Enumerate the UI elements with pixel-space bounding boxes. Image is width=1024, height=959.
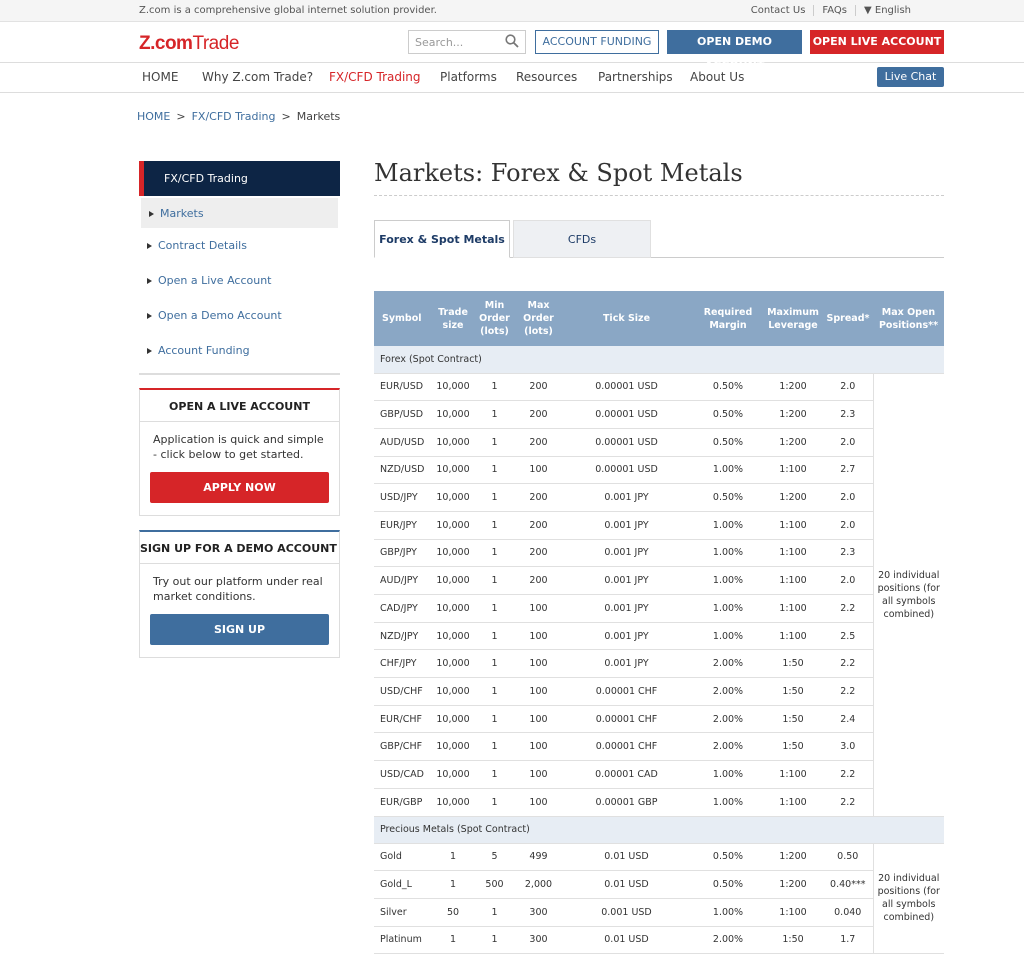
table-cell: 2.0 (823, 484, 873, 512)
table-cell: 0.50% (693, 484, 763, 512)
table-cell: 0.001 USD (560, 898, 693, 926)
table-cell: EUR/JPY (374, 511, 434, 539)
table-cell: 10,000 (434, 567, 472, 595)
table-cell: 1 (472, 733, 517, 761)
triangle-right-icon (147, 348, 152, 354)
table-cell: 1:100 (763, 788, 823, 816)
table-group-row (374, 816, 944, 843)
table-cell: 2.0 (823, 567, 873, 595)
account-funding-button[interactable]: ACCOUNT FUNDING (535, 30, 659, 54)
market-tabs (374, 220, 944, 258)
nav-resources[interactable]: Resources (516, 70, 578, 84)
table-cell: 1:200 (763, 843, 823, 871)
live-box-text: Application is quick and simple - click below to get started. (153, 433, 324, 461)
breadcrumb-home[interactable]: HOME (137, 110, 171, 123)
table-cell: 1 (472, 926, 517, 954)
table-row (374, 761, 944, 789)
column-header: Max Order (lots) (517, 291, 560, 346)
table-row (374, 788, 944, 816)
table-cell: 0.40*** (823, 871, 873, 899)
table-cell: 1:200 (763, 373, 823, 401)
table-cell: 100 (517, 788, 560, 816)
table-cell: 1.7 (823, 926, 873, 954)
table-cell: 1.00% (693, 567, 763, 595)
table-cell: 10,000 (434, 788, 472, 816)
max-open-positions-cell: 20 individual positions (for all symbols combined) (873, 373, 944, 816)
table-cell: 1 (472, 401, 517, 429)
table-row (374, 650, 944, 678)
sidebar-divider (139, 373, 340, 375)
table-cell: 1:100 (763, 567, 823, 595)
table-cell: 1 (434, 871, 472, 899)
table-cell: 0.50% (693, 373, 763, 401)
table-cell: 1 (472, 898, 517, 926)
table-cell: Gold_L (374, 871, 434, 899)
column-header: Tick Size (560, 291, 693, 346)
table-cell: 5 (472, 843, 517, 871)
table-cell: 10,000 (434, 539, 472, 567)
table-cell: 2.2 (823, 595, 873, 623)
table-cell: 1 (472, 484, 517, 512)
sidebar-item-label: Markets (160, 207, 204, 220)
table-cell: 1:100 (763, 761, 823, 789)
table-cell: 1 (472, 678, 517, 706)
main-content (374, 159, 944, 246)
sign-up-button[interactable]: SIGN UP (150, 614, 329, 645)
table-header-row (374, 291, 944, 346)
table-cell: 0.00001 CHF (560, 705, 693, 733)
table-cell: 0.01 USD (560, 871, 693, 899)
table-cell: 1 (472, 650, 517, 678)
table-cell: Gold (374, 843, 434, 871)
table-cell: 1.00% (693, 788, 763, 816)
breadcrumb-current: Markets (296, 110, 341, 123)
sidebar-item-label: Account Funding (158, 344, 250, 357)
table-cell: 1 (472, 622, 517, 650)
table-row (374, 373, 944, 401)
apply-now-button[interactable]: APPLY NOW (150, 472, 329, 503)
table-cell: 1:50 (763, 705, 823, 733)
table-cell: 200 (517, 511, 560, 539)
table-cell: 10,000 (434, 511, 472, 539)
demo-account-box (139, 530, 340, 658)
breadcrumb-fx-cfd[interactable]: FX/CFD Trading (191, 110, 276, 123)
column-header: Max Open Positions** (873, 291, 944, 346)
tagline: Z.com is a comprehensive global internet solution provider. (139, 5, 437, 16)
table-cell: 0.001 JPY (560, 511, 693, 539)
table-cell: 0.01 USD (560, 843, 693, 871)
table-cell: USD/CAD (374, 761, 434, 789)
open-live-account-box (139, 388, 340, 516)
table-cell: 1 (472, 705, 517, 733)
site-header (0, 22, 1024, 63)
breadcrumb-separator: > (281, 110, 291, 123)
table-cell: 0.040 (823, 898, 873, 926)
zcom-trade-logo[interactable] (139, 33, 239, 55)
sidebar-item-open-live-account[interactable] (139, 263, 340, 298)
table-cell: 1:100 (763, 898, 823, 926)
table-cell: 1 (472, 539, 517, 567)
table-row (374, 428, 944, 456)
logo-z: Z.com (139, 33, 193, 54)
table-cell: 10,000 (434, 622, 472, 650)
table-cell: 499 (517, 843, 560, 871)
table-cell: 1 (434, 926, 472, 954)
table-row (374, 401, 944, 429)
table-cell: 0.50% (693, 871, 763, 899)
table-cell: 1 (472, 761, 517, 789)
table-cell: 1:100 (763, 595, 823, 623)
table-cell: 300 (517, 898, 560, 926)
sidebar-item-label: Open a Live Account (158, 274, 272, 287)
table-cell: 0.00001 CAD (560, 761, 693, 789)
table-cell: 1.00% (693, 539, 763, 567)
table-cell: 0.01 USD (560, 926, 693, 954)
search-input[interactable] (408, 30, 526, 54)
live-chat-button[interactable]: Live Chat (877, 67, 944, 87)
table-cell: 1 (472, 567, 517, 595)
table-cell: 200 (517, 539, 560, 567)
table-cell: CHF/JPY (374, 650, 434, 678)
table-row (374, 733, 944, 761)
table-cell: 100 (517, 705, 560, 733)
top-info-bar (0, 0, 1024, 22)
live-box-title: OPEN A LIVE ACCOUNT (140, 390, 339, 422)
table-cell: 1 (472, 456, 517, 484)
table-cell: 200 (517, 428, 560, 456)
table-cell: 2.4 (823, 705, 873, 733)
open-live-account-button[interactable]: OPEN LIVE ACCOUNT (810, 30, 944, 54)
table-cell: GBP/USD (374, 401, 434, 429)
max-open-positions-cell: 20 individual positions (for all symbols combined) (873, 843, 944, 954)
breadcrumb (137, 110, 340, 123)
top-links (743, 5, 919, 16)
table-cell: 3.0 (823, 733, 873, 761)
table-cell: 0.50 (823, 843, 873, 871)
table-cell: 10,000 (434, 484, 472, 512)
table-cell: 300 (517, 926, 560, 954)
table-cell: 2.7 (823, 456, 873, 484)
table-cell: 0.00001 CHF (560, 678, 693, 706)
main-nav (0, 63, 1024, 93)
table-cell: 2.2 (823, 761, 873, 789)
table-cell: 10,000 (434, 428, 472, 456)
breadcrumb-separator: > (176, 110, 186, 123)
nav-partnerships[interactable]: Partnerships (598, 70, 673, 84)
column-header: Trade size (434, 291, 472, 346)
table-cell: 1:50 (763, 650, 823, 678)
table-cell: 100 (517, 678, 560, 706)
sidebar-item-contract-details[interactable] (139, 228, 340, 263)
table-row (374, 926, 944, 954)
table-cell: 1 (472, 595, 517, 623)
table-cell: GBP/CHF (374, 733, 434, 761)
table-cell: 2.0 (823, 373, 873, 401)
table-cell: 200 (517, 401, 560, 429)
table-cell: 1:50 (763, 733, 823, 761)
table-cell: 10,000 (434, 373, 472, 401)
nav-platforms[interactable]: Platforms (440, 70, 497, 84)
table-cell: 2.5 (823, 622, 873, 650)
table-cell: 100 (517, 733, 560, 761)
table-cell: 1 (434, 843, 472, 871)
table-cell: 1 (472, 788, 517, 816)
table-cell: Silver (374, 898, 434, 926)
triangle-right-icon (147, 278, 152, 284)
nav-home[interactable]: HOME (142, 70, 179, 84)
demo-box-title: SIGN UP FOR A DEMO ACCOUNT (140, 532, 339, 564)
table-cell: 2.00% (693, 926, 763, 954)
table-cell: 2.2 (823, 650, 873, 678)
table-cell: 1.00% (693, 898, 763, 926)
contact-us-link[interactable]: Contact Us (743, 5, 815, 16)
table-cell: 2.0 (823, 511, 873, 539)
table-cell: GBP/JPY (374, 539, 434, 567)
table-cell: 1.00% (693, 511, 763, 539)
table-cell: 1.00% (693, 622, 763, 650)
table-cell: USD/JPY (374, 484, 434, 512)
group-label: Precious Metals (Spot Contract) (374, 816, 944, 843)
table-cell: 2.00% (693, 733, 763, 761)
table-cell: 1.00% (693, 456, 763, 484)
table-cell: 0.001 JPY (560, 484, 693, 512)
table-cell: 2.00% (693, 678, 763, 706)
table-cell: 0.00001 USD (560, 428, 693, 456)
table-cell: 100 (517, 456, 560, 484)
table-cell: 50 (434, 898, 472, 926)
table-cell: 0.00001 USD (560, 456, 693, 484)
table-cell: AUD/USD (374, 428, 434, 456)
search-placeholder: Search... (415, 36, 464, 49)
demo-box-text: Try out our platform under real market conditions. (153, 575, 323, 603)
table-cell: 0.50% (693, 843, 763, 871)
table-cell: USD/CHF (374, 678, 434, 706)
logo-trade: Trade (192, 33, 239, 54)
nav-fx-cfd-trading[interactable]: FX/CFD Trading (329, 70, 421, 84)
table-cell: 100 (517, 650, 560, 678)
table-cell: 0.00001 GBP (560, 788, 693, 816)
table-row (374, 843, 944, 871)
table-cell: 2.00% (693, 650, 763, 678)
table-row (374, 484, 944, 512)
sidebar-item-open-demo-account[interactable] (139, 298, 340, 333)
table-group-row (374, 346, 944, 373)
table-cell: 10,000 (434, 595, 472, 623)
sidebar-item-label: Contract Details (158, 239, 247, 252)
table-row (374, 567, 944, 595)
table-cell: 500 (472, 871, 517, 899)
column-header: Symbol (374, 291, 434, 346)
sidebar-item-label: Open a Demo Account (158, 309, 282, 322)
table-body (374, 346, 944, 954)
table-cell: EUR/USD (374, 373, 434, 401)
table-cell: 100 (517, 761, 560, 789)
triangle-right-icon (147, 313, 152, 319)
column-header: Required Margin (693, 291, 763, 346)
table-cell: 0.00001 USD (560, 401, 693, 429)
table-cell: 200 (517, 484, 560, 512)
column-header: Min Order (lots) (472, 291, 517, 346)
table-cell: 1:200 (763, 401, 823, 429)
table-cell: 1 (472, 428, 517, 456)
sidebar-item-account-funding[interactable] (139, 333, 340, 368)
table-cell: 1:200 (763, 871, 823, 899)
table-cell: 1:50 (763, 926, 823, 954)
table-cell: 2.2 (823, 788, 873, 816)
table-cell: Platinum (374, 926, 434, 954)
open-demo-account-button[interactable]: OPEN DEMO (667, 30, 802, 54)
language-selector[interactable]: ▼ English (864, 5, 911, 16)
table-cell: 0.50% (693, 401, 763, 429)
search-icon[interactable] (505, 34, 519, 48)
triangle-right-icon (147, 243, 152, 249)
table-cell: 1.00% (693, 761, 763, 789)
table-cell: 200 (517, 373, 560, 401)
table-cell: 0.00001 USD (560, 373, 693, 401)
table-row (374, 705, 944, 733)
table-cell: AUD/JPY (374, 567, 434, 595)
nav-about-us[interactable]: About Us (690, 70, 745, 84)
table-cell: 10,000 (434, 678, 472, 706)
table-cell: 200 (517, 567, 560, 595)
table-cell: 1:50 (763, 678, 823, 706)
table-cell: 100 (517, 622, 560, 650)
sidebar-header[interactable]: FX/CFD Trading (139, 161, 340, 196)
markets-table (374, 291, 944, 954)
table-cell: 1 (472, 511, 517, 539)
table-row (374, 511, 944, 539)
table-cell: 1:100 (763, 456, 823, 484)
table-cell: 2,000 (517, 871, 560, 899)
table-cell: 2.00% (693, 705, 763, 733)
page-title: Markets: Forex & Spot Metals (374, 159, 944, 196)
table-cell: 0.001 JPY (560, 539, 693, 567)
table-cell: 0.001 JPY (560, 595, 693, 623)
table-row (374, 871, 944, 899)
group-label: Forex (Spot Contract) (374, 346, 944, 373)
column-header: Maximum Leverage (763, 291, 823, 346)
table-cell: 1:100 (763, 511, 823, 539)
table-cell: 1:100 (763, 622, 823, 650)
table-row (374, 456, 944, 484)
table-cell: 0.001 JPY (560, 650, 693, 678)
table-cell: 100 (517, 595, 560, 623)
table-cell: 1:200 (763, 484, 823, 512)
table-cell: 2.3 (823, 539, 873, 567)
table-cell: NZD/JPY (374, 622, 434, 650)
table-cell: 10,000 (434, 401, 472, 429)
nav-why-zcom[interactable]: Why Z.com Trade? (202, 70, 314, 84)
faqs-link[interactable]: FAQs (814, 5, 856, 16)
table-cell: 2.0 (823, 428, 873, 456)
table-cell: 2.3 (823, 401, 873, 429)
tab-forex-spot-metals[interactable]: Forex & Spot Metals (374, 220, 510, 258)
table-cell: 10,000 (434, 456, 472, 484)
table-row (374, 678, 944, 706)
table-row (374, 595, 944, 623)
triangle-right-icon (149, 211, 154, 217)
table-cell: EUR/GBP (374, 788, 434, 816)
table-cell: 0.00001 CHF (560, 733, 693, 761)
table-row (374, 539, 944, 567)
table-cell: 1.00% (693, 595, 763, 623)
table-cell: 0.001 JPY (560, 622, 693, 650)
tab-cfds[interactable]: CFDs (513, 220, 651, 258)
table-cell: 1:100 (763, 539, 823, 567)
table-cell: 1 (472, 373, 517, 401)
table-cell: 10,000 (434, 733, 472, 761)
sidebar (139, 161, 340, 658)
column-header: Spread* (823, 291, 873, 346)
table-cell: EUR/CHF (374, 705, 434, 733)
table-cell: 10,000 (434, 761, 472, 789)
table-cell: 10,000 (434, 705, 472, 733)
table-cell: 1:200 (763, 428, 823, 456)
table-cell: 10,000 (434, 650, 472, 678)
table-row (374, 622, 944, 650)
table-cell: 2.2 (823, 678, 873, 706)
table-row (374, 898, 944, 926)
table-cell: CAD/JPY (374, 595, 434, 623)
table-cell: 0.50% (693, 428, 763, 456)
table-cell: 0.001 JPY (560, 567, 693, 595)
table-cell: NZD/USD (374, 456, 434, 484)
sidebar-item-markets[interactable] (141, 198, 338, 228)
